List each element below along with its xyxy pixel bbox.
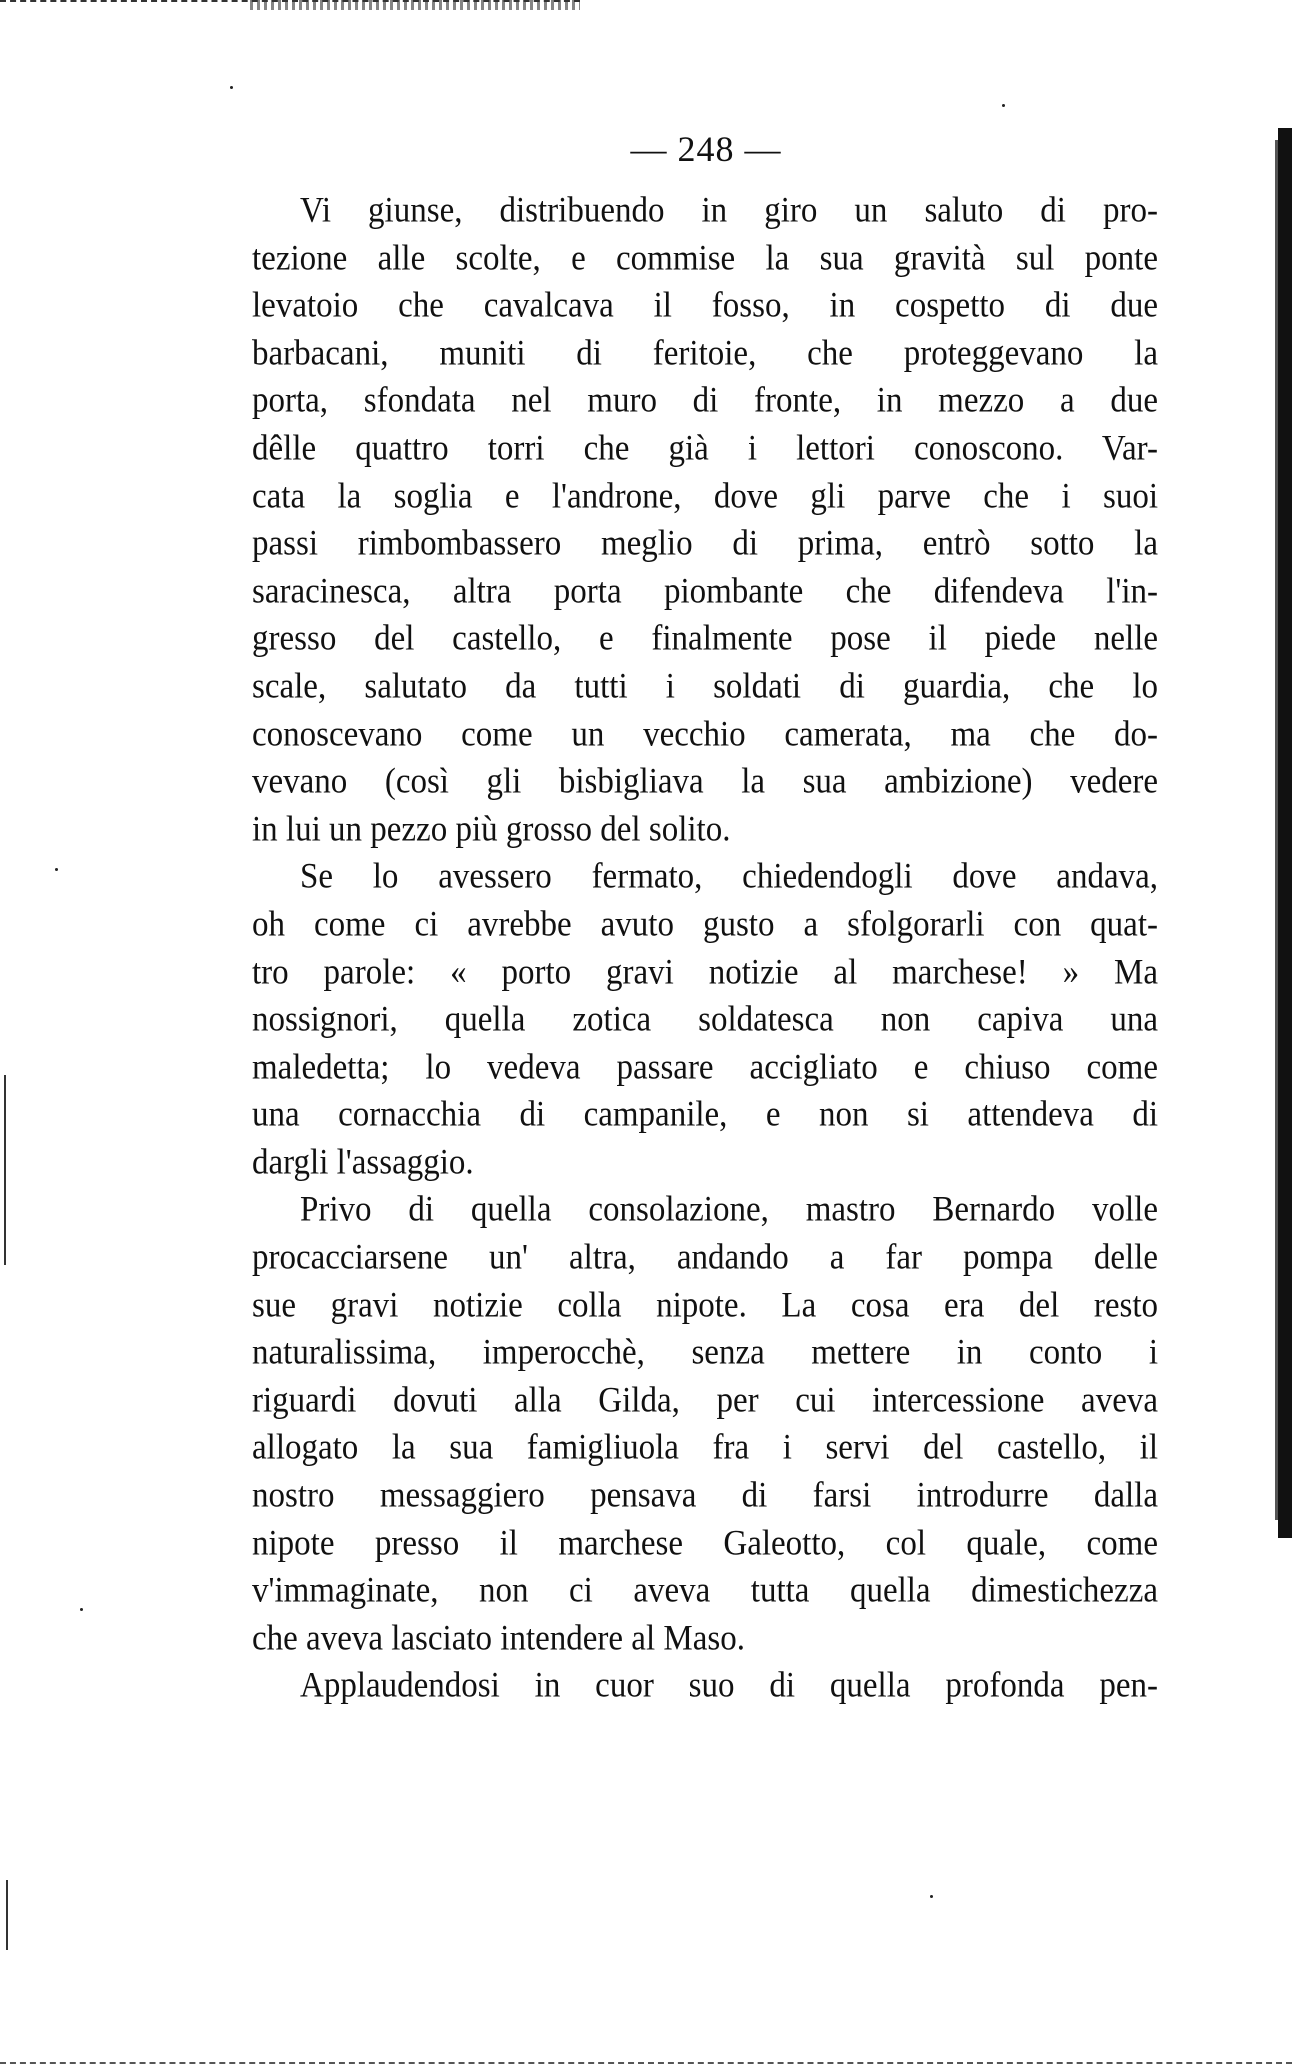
- text-line: oh come ci avrebbe avuto gusto a sfolgorarli con quat-: [252, 905, 1158, 945]
- text-line: procacciarsene un' altra, andando a far pompa delle: [252, 1238, 1158, 1278]
- scan-edge-bottom: [0, 2062, 1292, 2064]
- scan-edge-right: [1278, 128, 1292, 1538]
- text-line: levatoio che cavalcava il fosso, in cospetto di due: [252, 286, 1158, 326]
- paragraph: [252, 188, 1158, 854]
- text-line: Applaudendosi in cuor suo di quella profonda pen-: [300, 1666, 1158, 1706]
- text-line: scale, salutato da tutti i soldati di guardia, che lo: [252, 667, 1158, 707]
- text-line: Privo di quella consolazione, mastro Bernardo volle: [300, 1190, 1158, 1230]
- text-line: passi rimbombassero meglio di prima, entrò sotto la: [252, 524, 1158, 564]
- paragraph: [252, 1187, 1158, 1663]
- paragraph: [252, 1663, 1158, 1711]
- page-number: — 248 —: [630, 129, 782, 169]
- body-text: [252, 188, 1158, 1711]
- text-line: in lui un pezzo più grosso del solito.: [252, 810, 731, 850]
- text-line: sue gravi notizie colla nipote. La cosa era del resto: [252, 1286, 1158, 1326]
- speck: [230, 86, 233, 89]
- text-line: barbacani, muniti di feritoie, che proteggevano la: [252, 334, 1158, 374]
- text-line: porta, sfondata nel muro di fronte, in mezzo a due: [252, 381, 1158, 421]
- text-line: Vi giunse, distribuendo in giro un saluto di pro-: [300, 191, 1158, 231]
- scan-noise-top: [250, 0, 580, 10]
- text-line: tezione alle scolte, e commise la sua gravità sul ponte: [252, 239, 1158, 278]
- speck: [55, 868, 58, 871]
- text-line: che aveva lasciato intendere al Maso.: [252, 1619, 745, 1659]
- text-line: cata la soglia e l'androne, dove gli parve che i suoi: [252, 477, 1158, 516]
- text-line: conoscevano come un vecchio camerata, ma che do-: [252, 715, 1158, 754]
- speck: [1002, 104, 1005, 107]
- scan-edge-right-shadow: [1275, 140, 1278, 1520]
- text-line: vevano (così gli bisbigliava la sua ambizione) vedere: [252, 762, 1158, 802]
- text-line: dêlle quattro torri che già i lettori conoscono. Var-: [252, 429, 1158, 469]
- text-line: saracinesca, altra porta piombante che difendeva l'in-: [252, 572, 1158, 612]
- text-line: tro parole: « porto gravi notizie al marchese! » Ma: [252, 952, 1158, 992]
- text-line: v'immaginate, non ci aveva tutta quella dimestichezza: [252, 1571, 1158, 1611]
- text-line: maledetta; lo vedeva passare accigliato e chiuso come: [252, 1048, 1158, 1088]
- text-line: nostro messaggiero pensava di farsi introdurre dalla: [252, 1476, 1158, 1516]
- speck: [80, 1608, 83, 1611]
- text-line: Se lo avessero fermato, chiedendogli dove andava,: [300, 857, 1158, 897]
- scan-mark-left: [4, 1075, 6, 1265]
- text-line: naturalissima, imperocchè, senza mettere in conto i: [252, 1333, 1158, 1373]
- scan-mark-left: [6, 1880, 8, 1950]
- text-line: dargli l'assaggio.: [252, 1143, 474, 1183]
- text-line: allogato la sua famigliuola fra i servi del castello, il: [252, 1428, 1158, 1468]
- text-line: una cornacchia di campanile, e non si attendeva di: [252, 1095, 1158, 1135]
- paragraph: [252, 854, 1158, 1187]
- text-line: riguardi dovuti alla Gilda, per cui intercessione aveva: [252, 1381, 1158, 1421]
- speck: [930, 1895, 933, 1898]
- text-line: nossignori, quella zotica soldatesca non capiva una: [252, 1000, 1158, 1040]
- text-line: gresso del castello, e finalmente pose il piede nelle: [252, 619, 1158, 659]
- text-line: nipote presso il marchese Galeotto, col quale, come: [252, 1524, 1158, 1564]
